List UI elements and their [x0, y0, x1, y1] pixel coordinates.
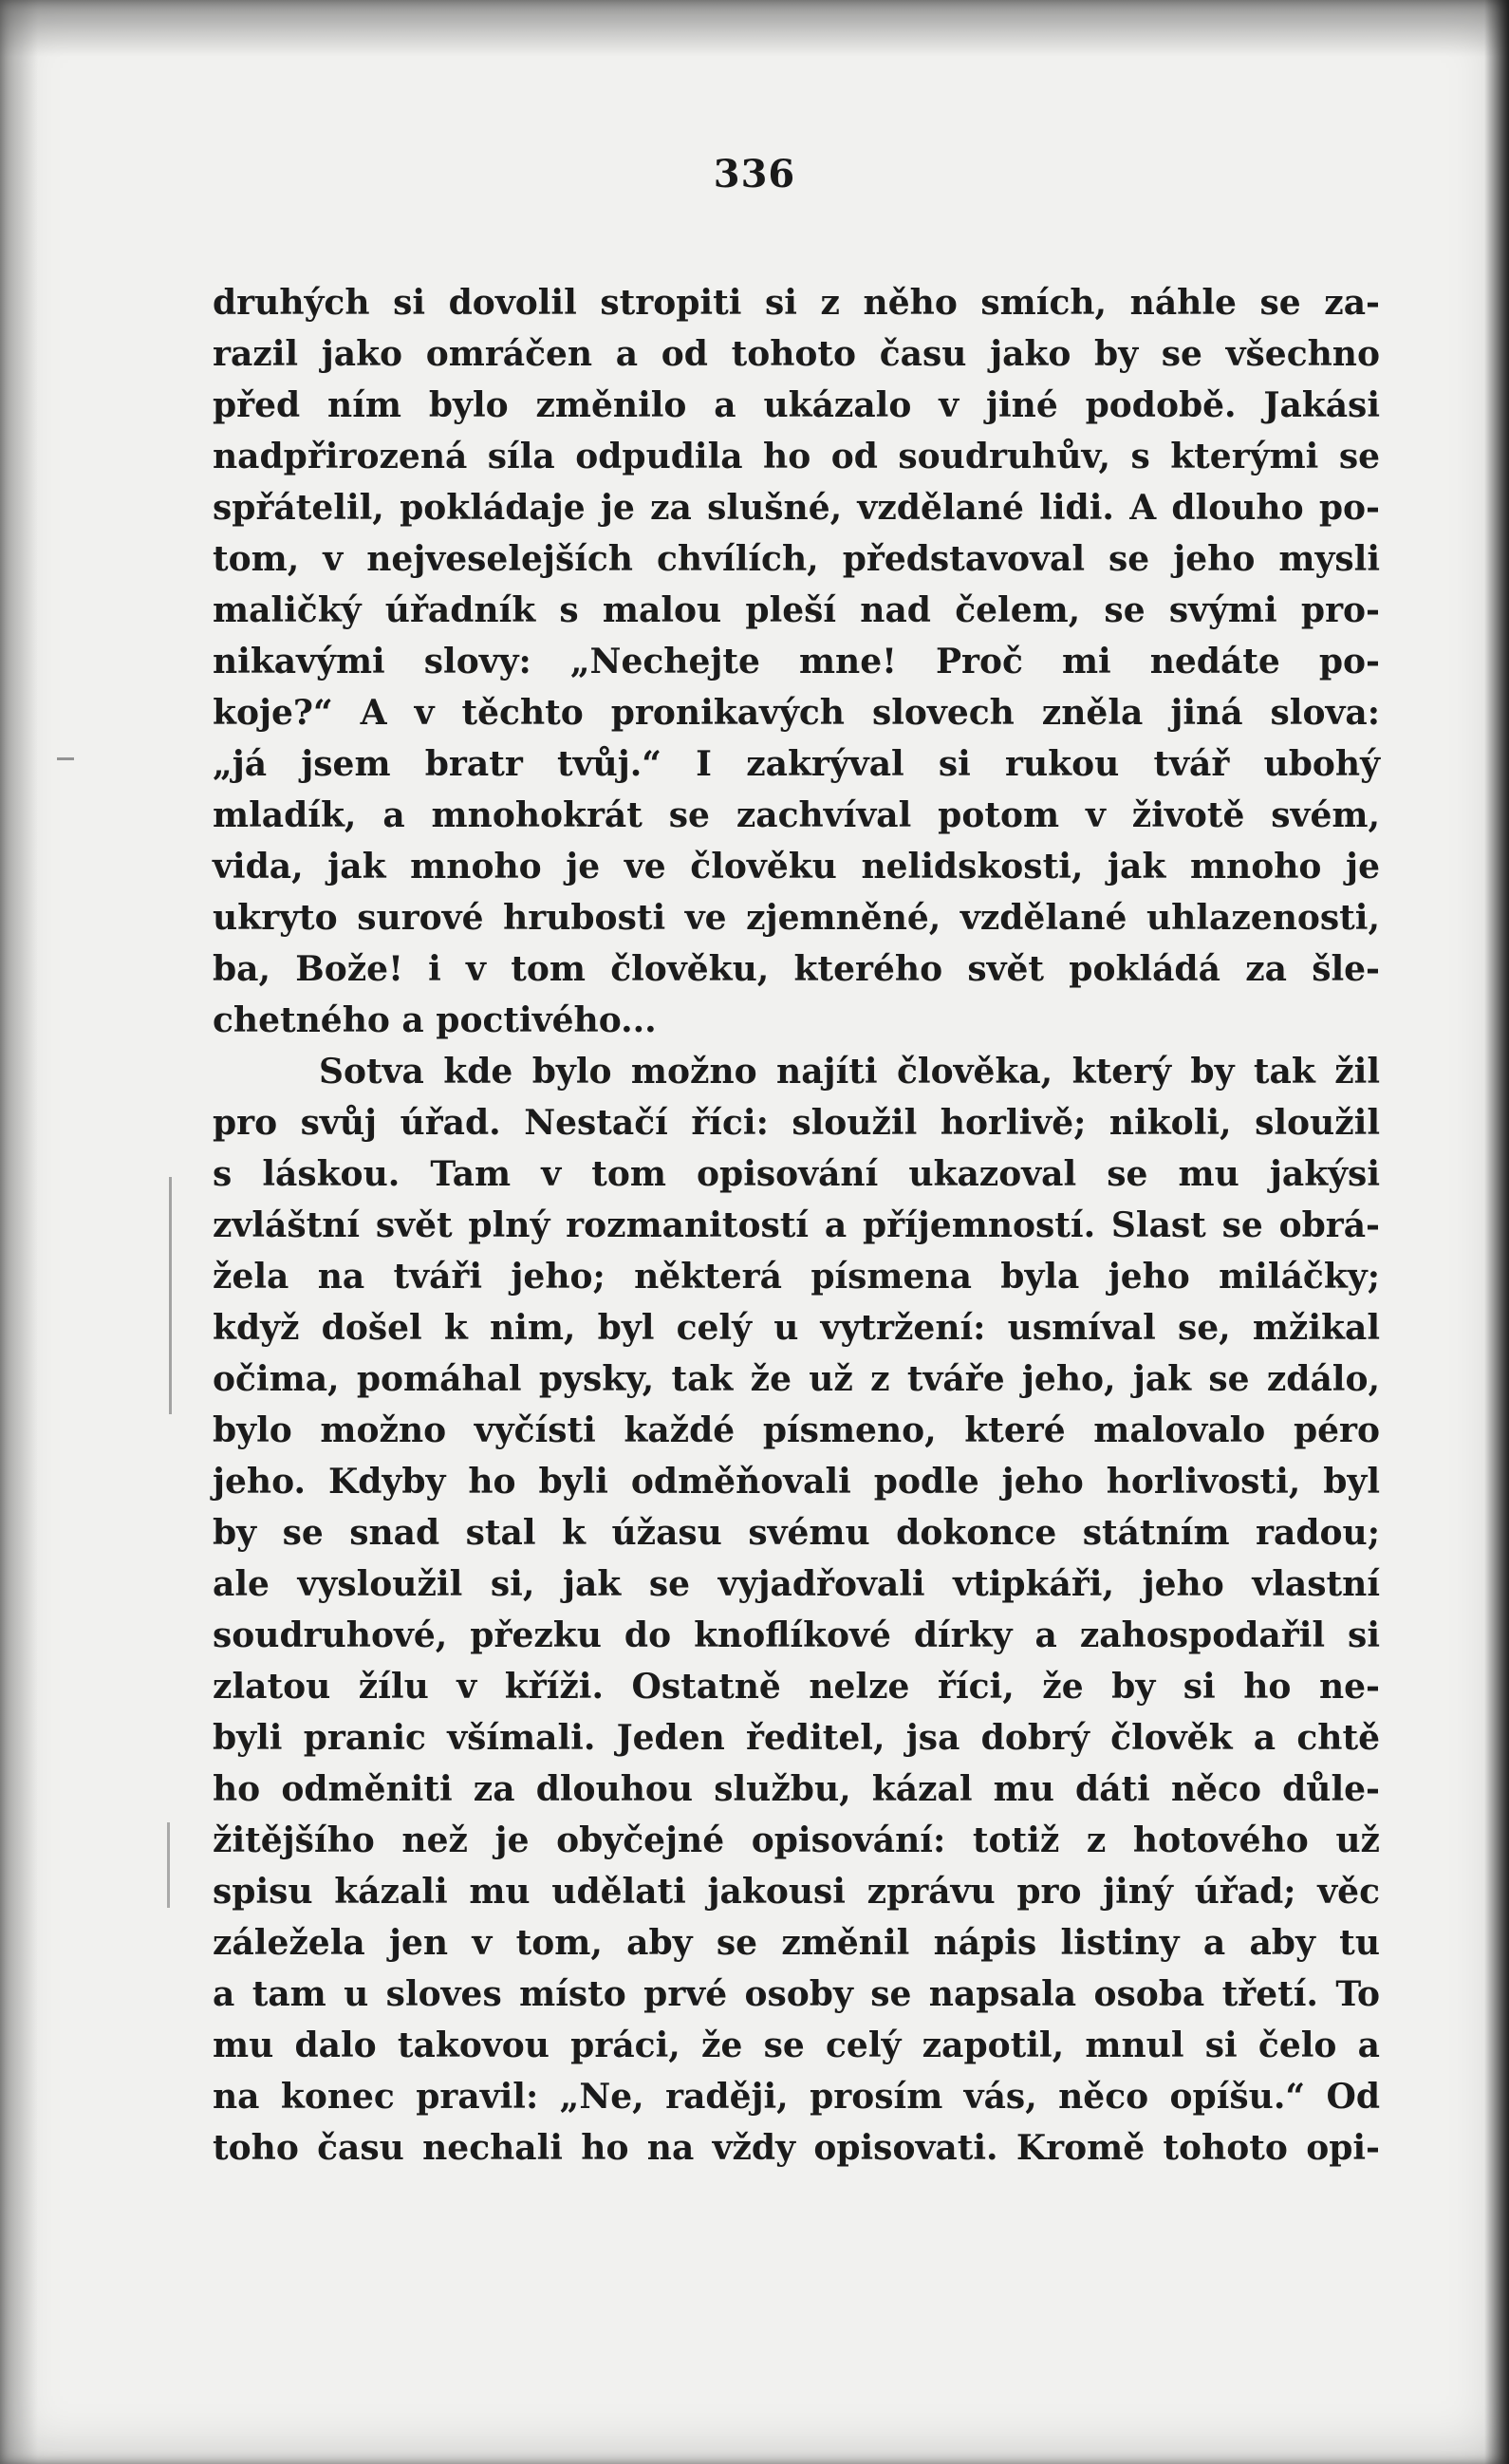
- text-line: pro svůj úřad. Nestačí říci: sloužil horlivě; nikoli, sloužil: [213, 1103, 1380, 1143]
- text-line: „já jsem bratr tvůj.“ I zakrýval si rukou tvář ubohý: [213, 744, 1380, 784]
- text-line: tom, v nejveselejších chvílích, představoval se jeho mysli: [213, 539, 1380, 579]
- text-line: žitějšího než je obyčejné opisování: totiž z hotového už: [213, 1820, 1380, 1860]
- margin-mark: [57, 757, 74, 760]
- text-line: mu dalo takovou práci, že se celý zapotil, mnul si čelo a: [213, 2025, 1380, 2065]
- body-text: [213, 277, 1380, 2174]
- text-line: chetného a poctivého...: [213, 1000, 657, 1040]
- text-line: bylo možno vyčísti každé písmeno, které malovalo péro: [213, 1410, 1380, 1450]
- page-top-shadow: [0, 0, 1509, 57]
- text-line: razil jako omráčen a od tohoto času jako by se všechno: [213, 334, 1380, 374]
- page-right-edge: [1484, 0, 1509, 2464]
- text-line: zlatou žílu v kříži. Ostatně nelze říci, že by si ho ne-: [213, 1667, 1380, 1707]
- text-line: očima, pomáhal pysky, tak že už z tváře jeho, jak se zdálo,: [213, 1359, 1380, 1399]
- text-line: spřátelil, pokládaje je za slušné, vzdělané lidi. A dlouho po-: [213, 488, 1380, 528]
- text-line: jeho. Kdyby ho byli odměňovali podle jeho horlivosti, byl: [213, 1462, 1380, 1502]
- text-line: ba, Bože! i v tom člověku, kterého svět pokládá za šle-: [213, 949, 1380, 989]
- text-line: nikavými slovy: „Nechejte mne! Proč mi nedáte po-: [213, 642, 1380, 681]
- text-line: na konec pravil: „Ne, raději, prosím vás, něco opíšu.“ Od: [213, 2077, 1380, 2117]
- text-line: maličký úřadník s malou pleší nad čelem, se svými pro-: [213, 590, 1380, 630]
- text-line: před ním bylo změnilo a ukázalo v jiné podobě. Jakási: [213, 385, 1380, 425]
- text-line: Sotva kde bylo možno najíti člověka, který by tak žil: [319, 1052, 1380, 1092]
- text-line: ale vysloužil si, jak se vyjadřovali vtipkáři, jeho vlastní: [213, 1564, 1380, 1604]
- text-line: mladík, a mnohokrát se zachvíval potom v životě svém,: [213, 795, 1380, 835]
- text-line: zvláštní svět plný rozmanitostí a příjemností. Slast se obrá-: [213, 1205, 1380, 1245]
- text-line: žela na tváři jeho; některá písmena byla jeho miláčky;: [213, 1257, 1380, 1297]
- text-line: koje?“ A v těchto pronikavých slovech zněla jiná slova:: [213, 693, 1380, 733]
- text-line: byli pranic všímali. Jeden ředitel, jsa dobrý člověk a chtě: [213, 1718, 1380, 1758]
- margin-mark: [169, 1177, 172, 1414]
- page-number: 336: [713, 152, 796, 196]
- text-line: nadpřirozená síla odpudila ho od soudruhův, s kterými se: [213, 437, 1380, 476]
- margin-mark: [167, 1822, 170, 1908]
- text-line: soudruhové, přezku do knoflíkové dírky a zahospodařil si: [213, 1615, 1380, 1655]
- text-line: a tam u sloves místo prvé osoby se napsala osoba třetí. To: [213, 1974, 1380, 2014]
- text-line: ho odměniti za dlouhou službu, kázal mu dáti něco důle-: [213, 1769, 1380, 1809]
- text-line: ukryto surové hrubosti ve zjemněné, vzdělané uhlazenosti,: [213, 898, 1380, 938]
- text-line: by se snad stal k úžasu svému dokonce státním radou;: [213, 1513, 1380, 1553]
- text-line: spisu kázali mu udělati jakousi zprávu pro jiný úřad; věc: [213, 1872, 1380, 1912]
- text-line: vida, jak mnoho je ve člověku nelidskosti, jak mnoho je: [213, 847, 1380, 887]
- page-left-shadow: [0, 0, 38, 2464]
- text-line: druhých si dovolil stropiti si z něho smích, náhle se za-: [213, 283, 1380, 323]
- text-line: toho času nechali ho na vždy opisovati. Kromě tohoto opi-: [213, 2128, 1380, 2168]
- text-line: když došel k nim, byl celý u vytržení: usmíval se, mžikal: [213, 1308, 1380, 1348]
- text-line: s láskou. Tam v tom opisování ukazoval se mu jakýsi: [213, 1154, 1380, 1194]
- text-line: záležela jen v tom, aby se změnil nápis listiny a aby tu: [213, 1923, 1380, 1963]
